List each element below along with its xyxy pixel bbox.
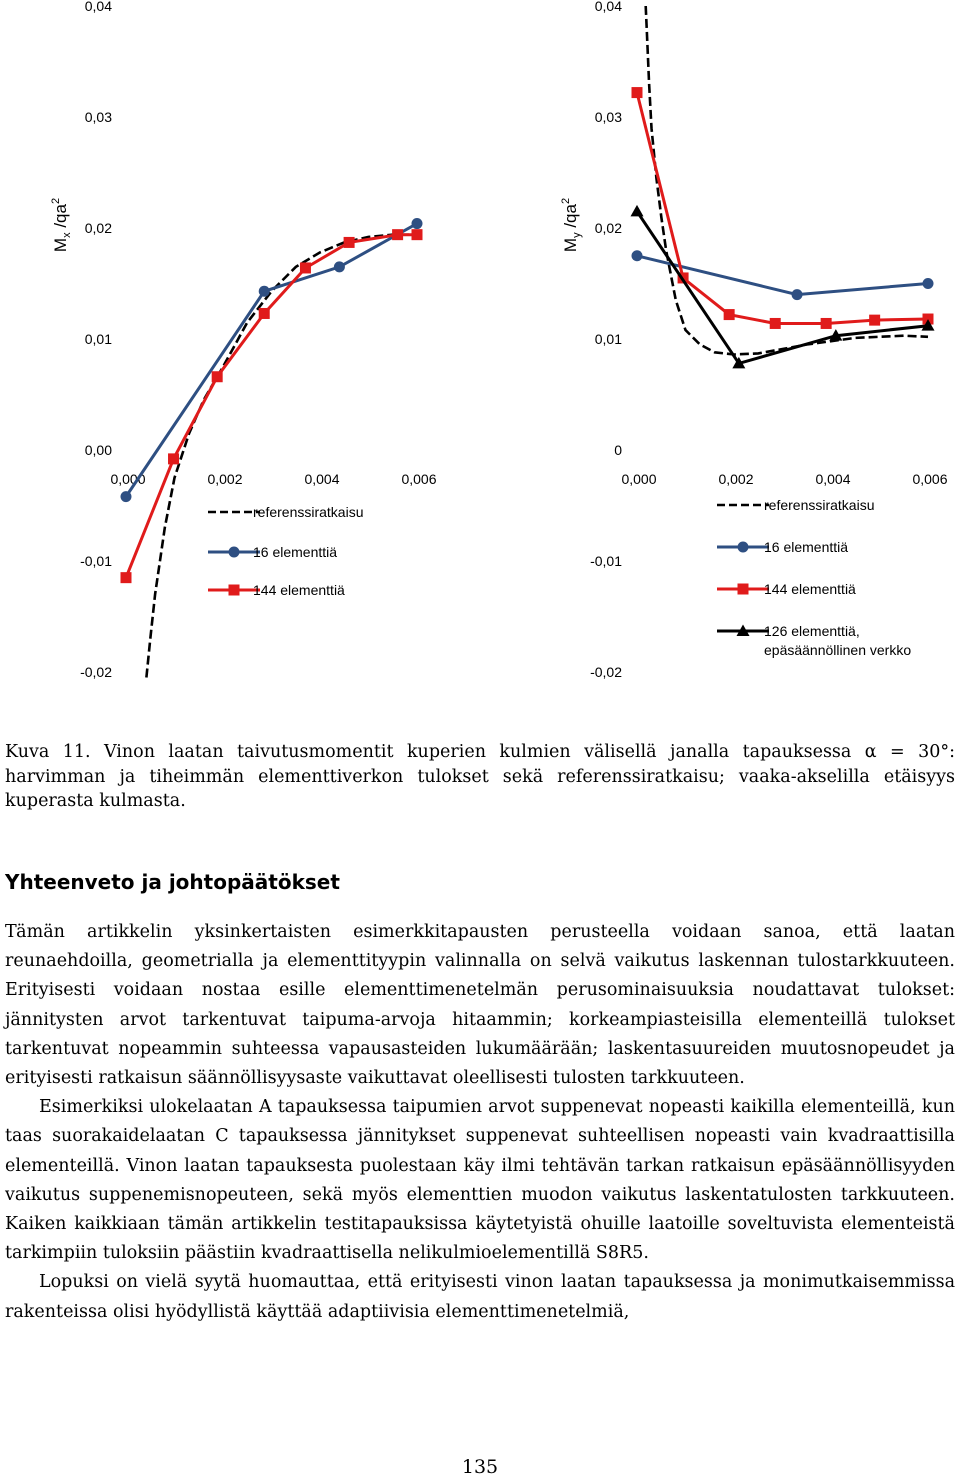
- legend-label: 144 elementtiä: [764, 581, 856, 597]
- figure-caption: Kuva 11. Vinon laatan taivutusmomentit kuperien kulmien välisellä janalla tapauksessa α = 30°: harvimman ja tiheimmän elementtiverkon tulokset sekä referenssiratkaisu; vaaka-akselilla etäisyys kuperasta kulmasta.: [5, 742, 955, 811]
- y-axis-label: $M_y$ $/qa^2$: [560, 197, 583, 253]
- series-line: [646, 6, 928, 355]
- series-line: [126, 235, 417, 578]
- legend-label: 16 elementtiä: [253, 544, 338, 560]
- y-tick-label: -0,01: [590, 553, 622, 569]
- legend-label: epäsäännöllinen verkko: [764, 642, 912, 658]
- y-tick-label: -0,02: [80, 664, 112, 680]
- x-tick-label: 0,004: [815, 471, 851, 487]
- y-tick-label: 0,01: [594, 331, 622, 347]
- data-point: [631, 205, 644, 217]
- data-point: [259, 286, 270, 297]
- y-tick-label: -0,02: [590, 664, 622, 680]
- paragraph-2: Esimerkiksi ulokelaatan A tapauksessa taipumien arvot suppenevat nopeasti kaikilla elementeillä, kun taas suorakaidelaatan C tapauksessa jännitykset suppenevat suhteellisen nopeasti vain kvadraattisilla elementeillä. Vinon laatan tapauksesta puolestaan käy ilmi tehtävän tarkan ratkaisun epäsäännöllisyyden vaikutus suppenemisnopeuteen, sekä myös elementtien muodon vaikutus laskentatulosten tarkkuuteen. Kaiken kaikkiaan tämän artikkelin testitapauksissa käytetyistä ohuille laatoille soveltuvista elementeistä tarkimpiin tuloksiin päästiin kvadraattisella nelikulmioelementillä S8R5.: [5, 1097, 955, 1264]
- y-tick-label: 0,00: [84, 442, 112, 458]
- x-tick-label: 0,002: [718, 471, 754, 487]
- x-tick-label: 0,002: [207, 471, 243, 487]
- y-tick-label: 0,03: [84, 109, 112, 125]
- data-point: [770, 318, 781, 329]
- y-tick-label: 0: [614, 442, 622, 458]
- data-point: [121, 572, 132, 583]
- legend-marker: [738, 542, 749, 553]
- data-point: [344, 237, 355, 248]
- x-tick-label: 0,004: [304, 471, 340, 487]
- legend-marker: [229, 585, 240, 596]
- legend-label: 126 elementtiä,: [764, 623, 860, 639]
- series-line: [637, 93, 928, 324]
- data-point: [632, 87, 643, 98]
- data-point: [392, 229, 403, 240]
- legend-label: referenssiratkaisu: [253, 504, 364, 520]
- x-tick-label: 0,006: [401, 471, 437, 487]
- legend-label: referenssiratkaisu: [764, 497, 875, 513]
- figure-charts: [0, 0, 960, 700]
- series-line: [146, 235, 417, 678]
- data-point: [121, 491, 132, 502]
- y-tick-label: 0,02: [594, 220, 622, 236]
- data-point: [412, 218, 423, 229]
- data-point: [792, 289, 803, 300]
- legend-marker: [738, 584, 749, 595]
- y-tick-label: 0,01: [84, 331, 112, 347]
- legend-label: 144 elementtiä: [253, 582, 345, 598]
- data-point: [334, 261, 345, 272]
- paragraph-3: Lopuksi on vielä syytä huomauttaa, että erityisesti vinon laatan tapauksessa ja monimutkaisemmissa rakenteissa olisi hyödyllistä käyttää adaptiivisia elementtimenetelmiä,: [5, 1272, 955, 1322]
- y-tick-label: 0,02: [84, 220, 112, 236]
- data-point: [212, 371, 223, 382]
- data-point: [923, 278, 934, 289]
- legend-label: 16 elementtiä: [764, 539, 849, 555]
- data-point: [300, 262, 311, 273]
- section-heading: Yhteenveto ja johtopäätökset: [5, 870, 340, 894]
- y-tick-label: 0,04: [84, 0, 112, 14]
- legend-marker: [229, 547, 240, 558]
- paragraph-1: Tämän artikkelin yksinkertaisten esimerkkitapausten perusteella voidaan sanoa, että laatan reunaehdoilla, geometrialla ja elementtityypin valinnalla on selvä vaikutus laskennan tulostarkkuuteen. Erityisesti voidaan nostaa esille elementtimenetelmän perusominaisuuksia noudattavat tulokset: jännitysten arvot tarkentuvat taipuma-arvoja hitaammin; korkeampiasteisilla elementeillä tulokset tarkentuvat nopeammin suhteessa vapausasteiden lukumäärään; laskentasuureiden muutosnopeudet ja erityisesti ratkaisun säännöllisyysaste vaikuttavat oleellisesti tulosten tarkkuuteen.: [5, 922, 955, 1089]
- x-tick-label: 0,000: [621, 471, 657, 487]
- data-point: [821, 318, 832, 329]
- y-axis-label: $M_x$ $/qa^2$: [50, 197, 73, 253]
- body-text: [5, 918, 955, 1327]
- y-tick-label: 0,03: [594, 109, 622, 125]
- page-number: 135: [461, 1456, 499, 1478]
- y-tick-label: 0,04: [594, 0, 622, 14]
- y-tick-label: -0,01: [80, 553, 112, 569]
- data-point: [724, 309, 735, 320]
- data-point: [259, 308, 270, 319]
- x-tick-label: 0,006: [912, 471, 948, 487]
- data-point: [869, 315, 880, 326]
- data-point: [412, 229, 423, 240]
- data-point: [632, 250, 643, 261]
- x-tick-label: 0,000: [110, 471, 146, 487]
- data-point: [168, 453, 179, 464]
